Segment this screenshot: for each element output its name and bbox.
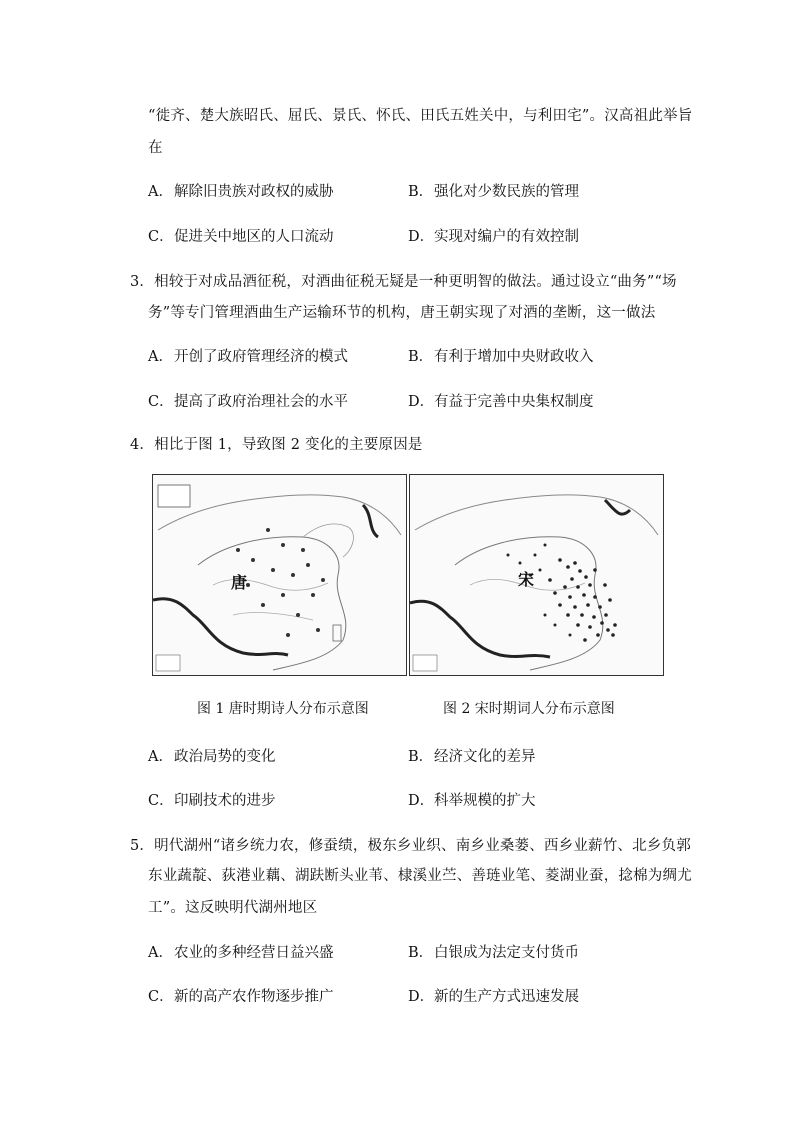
option-key: B． — [408, 184, 434, 200]
option-text: 有益于完善中央集权制度 — [434, 394, 594, 410]
option-text: 解除旧贵族对政权的威胁 — [174, 184, 334, 200]
option-text: 经济文化的差异 — [434, 749, 536, 765]
option-text: 强化对少数民族的管理 — [434, 184, 579, 200]
option-key: A． — [148, 184, 173, 200]
q2-option-a — [148, 180, 334, 201]
option-text: 实现对编户的有效控制 — [434, 229, 579, 245]
option-text: 有利于增加中央财政收入 — [434, 349, 594, 365]
q3-stem-line1: 3．相较于对成品酒征税，对酒曲征税无疑是一种更明智的做法。通过设立“曲务”“场 — [130, 274, 677, 290]
option-text: 新的高产农作物逐步推广 — [174, 989, 334, 1005]
map1-caption: 图 1 唐时期诗人分布示意图 — [197, 701, 369, 717]
q5-stem-line1: 5．明代湖州“诸乡统力农，修蚕绩，极东乡业织、南乡业桑蒌、西乡业薪竹、北乡负郭 — [130, 838, 691, 854]
q3-option-d — [408, 390, 594, 411]
option-key: A． — [148, 945, 173, 961]
q5-stem-line2: 东业蔬靛、荻港业藕、湖趺断头业苇、棣溪业苎、善琏业笔、菱湖业蚕，捻棉为绸尤 — [148, 868, 692, 884]
option-key: C． — [148, 229, 174, 245]
q5-option-a — [148, 941, 334, 962]
q5-option-b — [408, 941, 579, 962]
option-text: 农业的多种经营日益兴盛 — [174, 945, 334, 961]
option-key: B． — [408, 749, 434, 765]
option-key: D． — [408, 394, 435, 410]
q5-stem-line3: 工”。这反映明代湖州地区 — [148, 900, 318, 916]
option-text: 提高了政府治理社会的水平 — [174, 394, 348, 410]
tang-map-graphic — [153, 475, 406, 675]
option-text: 科举规模的扩大 — [434, 793, 536, 809]
q2-option-b — [408, 180, 579, 201]
song-ci-poets-map — [409, 474, 664, 676]
map2-caption: 图 2 宋时期词人分布示意图 — [443, 701, 615, 717]
option-key: C． — [148, 989, 174, 1005]
option-key: B． — [408, 945, 434, 961]
q3-option-a — [148, 345, 348, 366]
q2-option-c — [148, 225, 334, 246]
q5-option-d — [408, 985, 579, 1006]
song-map-label: 宋 — [518, 570, 535, 589]
tang-poets-map — [152, 474, 407, 676]
q4-option-c — [148, 789, 276, 810]
q3-option-b — [408, 345, 594, 366]
option-text: 新的生产方式迅速发展 — [434, 989, 579, 1005]
q3-stem-line2: 务”等专门管理酒曲生产运输环节的机构，唐王朝实现了对酒的垄断，这一做法 — [148, 305, 656, 321]
option-text: 白银成为法定支付货币 — [434, 945, 579, 961]
option-key: D． — [408, 989, 435, 1005]
q3-option-c — [148, 390, 348, 411]
tang-map-label: 唐 — [231, 573, 248, 592]
option-text: 开创了政府管理经济的模式 — [174, 349, 348, 365]
q4-stem-line1: 4．相比于图 1，导致图 2 变化的主要原因是 — [130, 437, 423, 453]
option-key: C． — [148, 793, 174, 809]
q2-stem-line1: “徙齐、楚大族昭氏、屈氏、景氏、怀氏、田氏五姓关中，与利田宅”。汉高祖此举旨 — [148, 108, 693, 124]
option-key: B． — [408, 349, 434, 365]
q4-option-a — [148, 745, 276, 766]
song-map-graphic — [410, 475, 663, 675]
q4-option-d — [408, 789, 536, 810]
q2-option-d — [408, 225, 579, 246]
option-key: D． — [408, 793, 435, 809]
option-key: D． — [408, 229, 435, 245]
option-text: 印刷技术的进步 — [174, 793, 276, 809]
option-key: A． — [148, 349, 173, 365]
q2-stem-line2: 在 — [148, 140, 163, 156]
q4-option-b — [408, 745, 536, 766]
option-key: C． — [148, 394, 174, 410]
option-key: A． — [148, 749, 173, 765]
q5-option-c — [148, 985, 334, 1006]
option-text: 促进关中地区的人口流动 — [174, 229, 334, 245]
option-text: 政治局势的变化 — [174, 749, 276, 765]
